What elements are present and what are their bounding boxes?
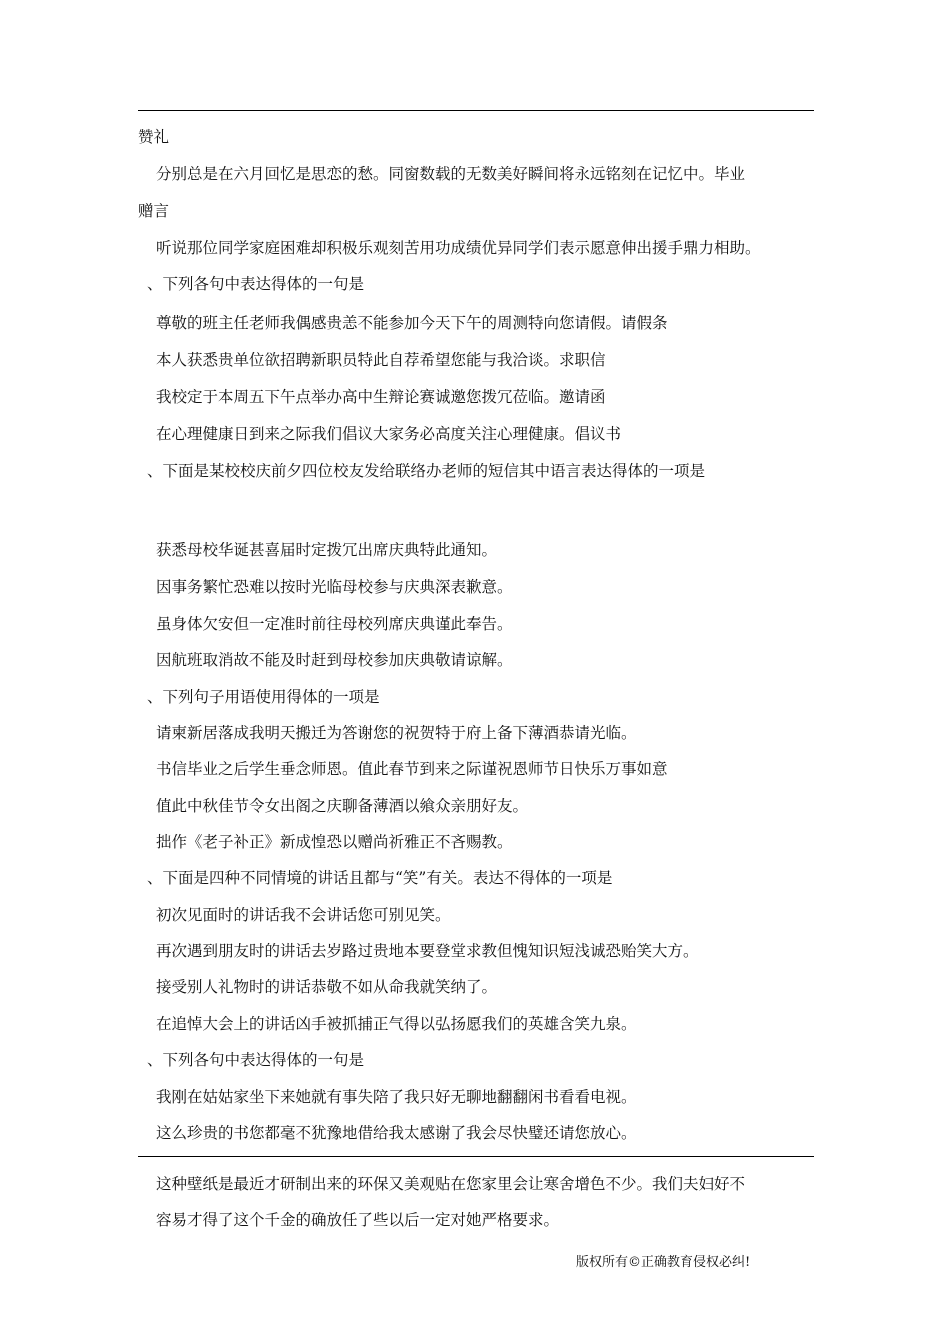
option-line: 尊敬的班主任老师我偶感贵恙不能参加今天下午的周测特向您请假。请假条 [156, 314, 668, 332]
option-line: 在追悼大会上的讲话凶手被抓捕正气得以弘扬愿我们的英雄含笑九泉。 [156, 1015, 637, 1033]
option-line: 拙作《老子补正》新成惶恐以赠尚祈雅正不吝赐教。 [156, 833, 513, 851]
question-heading: 、下列各句中表达得体的一句是 [147, 1051, 365, 1069]
text-line: 分别总是在六月回忆是思恋的愁。同窗数载的无数美好瞬间将永远铭刻在记忆中。毕业 [156, 165, 746, 183]
option-line: 初次见面时的讲话我不会讲话您可别见笑。 [156, 906, 451, 924]
option-line: 容易才得了这个千金的确放任了些以后一定对她严格要求。 [156, 1211, 560, 1229]
option-line: 再次遇到朋友时的讲话去岁路过贵地本要登堂求教但愧知识短浅诚恐贻笑大方。 [156, 942, 699, 960]
option-line: 我校定于本周五下午点举办高中生辩论赛诚邀您拨冗莅临。邀请函 [156, 388, 606, 406]
copyright-footer: 版权所有©正确教育侵权必纠! [576, 1255, 751, 1270]
option-line: 请柬新居落成我明天搬迁为答谢您的祝贺特于府上备下薄酒恭请光临。 [156, 724, 637, 742]
option-line: 虽身体欠安但一定准时前往母校列席庆典谨此奉告。 [156, 615, 513, 633]
option-line: 书信毕业之后学生垂念师恩。值此春节到来之际谨祝恩师节日快乐万事如意 [156, 760, 668, 778]
option-line: 因航班取消故不能及时赶到母校参加庆典敬请谅解。 [156, 651, 513, 669]
option-line: 这么珍贵的书您都毫不犹豫地借给我太感谢了我会尽快璧还请您放心。 [156, 1124, 637, 1142]
text-line: 赠言 [138, 202, 170, 220]
question-heading: 、下列各句中表达得体的一句是 [147, 275, 365, 293]
question-heading: 、下面是某校校庆前夕四位校友发给联络办老师的短信其中语言表达得体的一项是 [147, 462, 706, 480]
option-line: 接受别人礼物时的讲话恭敬不如从命我就笑纳了。 [156, 978, 498, 996]
option-line: 在心理健康日到来之际我们倡议大家务必高度关注心理健康。倡议书 [156, 425, 622, 443]
section-divider [138, 1156, 814, 1157]
option-line: 我刚在姑姑家坐下来她就有事失陪了我只好无聊地翻翻闲书看看电视。 [156, 1088, 637, 1106]
text-line: 赞礼 [138, 128, 170, 146]
option-line: 本人获悉贵单位欲招聘新职员特此自荐希望您能与我洽谈。求职信 [156, 351, 606, 369]
question-heading: 、下面是四种不同情境的讲话且都与“笑”有关。表达不得体的一项是 [147, 869, 613, 887]
text-line: 听说那位同学家庭困难却积极乐观刻苦用功成绩优异同学们表示愿意伸出援手鼎力相助。 [156, 239, 761, 257]
option-line: 因事务繁忙恐难以按时光临母校参与庆典深表歉意。 [156, 578, 513, 596]
option-line: 值此中秋佳节令女出阁之庆聊备薄酒以飨众亲朋好友。 [156, 797, 529, 815]
option-line: 这种壁纸是最近才研制出来的环保又美观贴在您家里会让寒舍增色不少。我们夫妇好不 [156, 1175, 746, 1193]
top-divider [138, 110, 814, 111]
option-line: 获悉母校华诞甚喜届时定拨冗出席庆典特此通知。 [156, 541, 498, 559]
question-heading: 、下列句子用语使用得体的一项是 [147, 688, 380, 706]
